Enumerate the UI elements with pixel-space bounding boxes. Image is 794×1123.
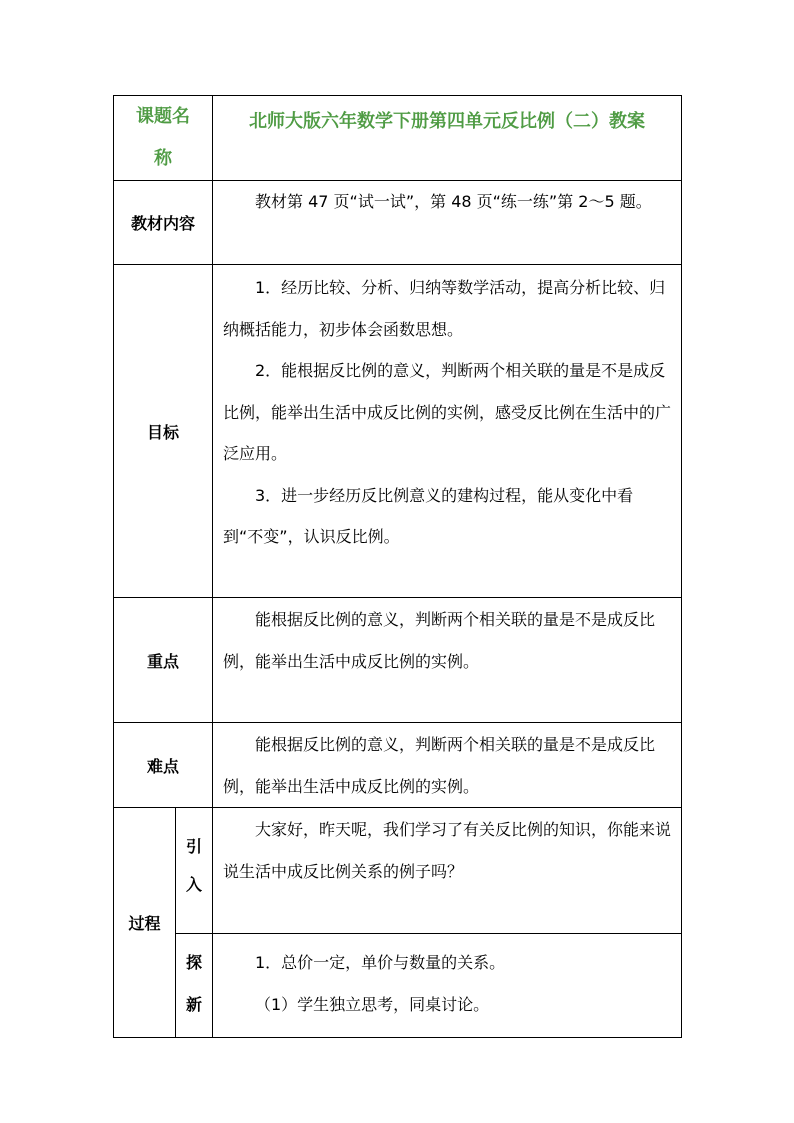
step-explore-content: [213, 934, 682, 1038]
step-intro-label-text: 引入: [185, 837, 202, 894]
materials-text: 教材第 47 页“试一试”，第 48 页“练一练”第 2～5 题。: [255, 192, 652, 211]
step-explore-text-1: 1．总价一定，单价与数量的关系。: [255, 953, 506, 972]
materials-label: 教材内容: [114, 181, 213, 265]
row-process-intro: [114, 808, 682, 934]
topic-label-cell: [114, 96, 213, 181]
row-objectives: [114, 265, 682, 598]
difficulties-content: [213, 723, 682, 808]
header-row: [114, 96, 682, 181]
objective-2: 2．能根据反比例的意义，判断两个相关联的量是不是成反比例，能举出生活中成反比例的实例，感受反比例在生活中的广泛应用。: [223, 361, 672, 463]
step-intro-label: [176, 808, 213, 934]
row-difficulties: [114, 723, 682, 808]
key-points-content: [213, 598, 682, 723]
objective-1: 1．经历比较、分析、归纳等数学活动，提高分析比较、归纳概括能力，初步体会函数思想。: [223, 278, 666, 339]
step-explore-label-text: 探新: [185, 953, 202, 1014]
step-intro-text: 大家好，昨天呢，我们学习了有关反比例的知识，你能来说说生活中成反比例关系的例子吗？: [223, 820, 672, 881]
step-explore-label: [176, 934, 213, 1038]
difficulties-label: 难点: [114, 723, 213, 808]
objective-3: 3．进一步经历反比例意义的建构过程，能从变化中看到“不变”，认识反比例。: [223, 485, 634, 546]
row-key-points: [114, 598, 682, 723]
process-label: 过程: [114, 808, 176, 1038]
step-intro-content: [213, 808, 682, 934]
lesson-plan-table: [113, 95, 682, 1038]
row-materials: [114, 181, 682, 265]
topic-label: 课题名称: [136, 106, 190, 169]
topic-title-cell: [213, 96, 682, 181]
materials-content: [213, 181, 682, 265]
row-process-explore: [114, 934, 682, 1038]
difficulties-text: 能根据反比例的意义，判断两个相关联的量是不是成反比例，能举出生活中成反比例的实例。: [223, 735, 656, 796]
objectives-content: [213, 265, 682, 598]
key-points-label: 重点: [114, 598, 213, 723]
lesson-title: 北师大版六年数学下册第四单元反比例（二）教案: [249, 111, 645, 132]
key-points-text: 能根据反比例的意义，判断两个相关联的量是不是成反比例，能举出生活中成反比例的实例。: [223, 610, 656, 671]
step-explore-text-2: （1）学生独立思考，同桌讨论。: [255, 994, 490, 1014]
objectives-label: 目标: [114, 265, 213, 598]
